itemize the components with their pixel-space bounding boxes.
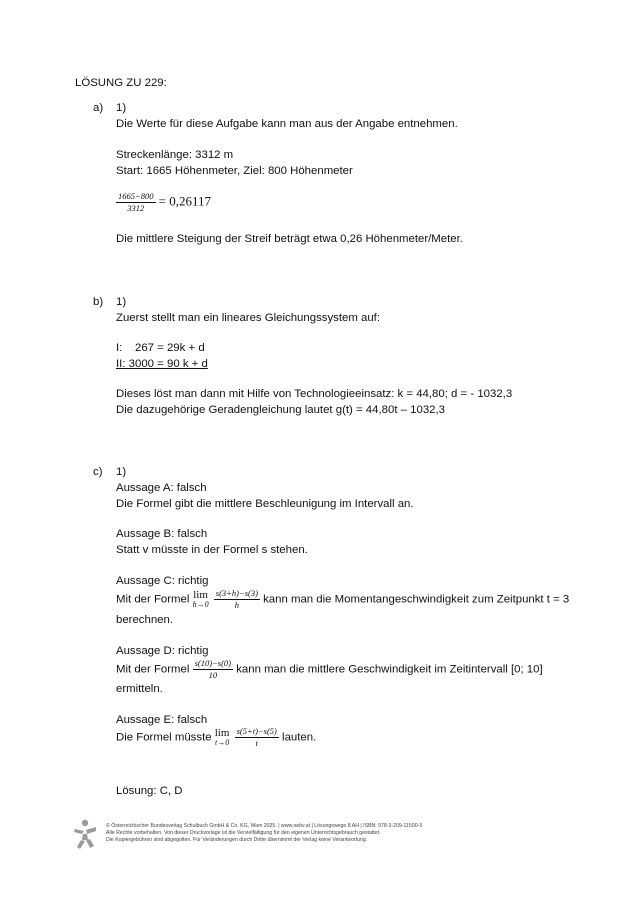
- part-a-fraction: [116, 192, 156, 213]
- limit-operator: [193, 590, 209, 609]
- fraction-numerator: s(5+t)−s(5): [236, 726, 277, 736]
- limit-label: lim: [193, 588, 208, 601]
- statement-d-formula-line: [116, 659, 543, 680]
- fraction-numerator: s(10)−s(0): [194, 658, 232, 668]
- statement-e-suffix: lauten.: [282, 731, 317, 744]
- average-rate-fraction: [193, 659, 233, 680]
- statement-a-text: Die Formel gibt die mittlere Beschleunigung im Intervall an.: [116, 498, 414, 510]
- part-a-label: a): [93, 102, 104, 114]
- part-b-label: b): [93, 296, 104, 308]
- part-a-number: 1): [116, 102, 127, 114]
- page-title: LÖSUNG ZU 229:: [75, 77, 167, 89]
- part-b-line-equation: Die dazugehörige Geradengleichung lautet g(t) = 44,80t – 1032,3: [116, 404, 445, 416]
- statement-d-heading: Aussage D: richtig: [116, 645, 209, 657]
- part-a-startziel: Start: 1665 Höhenmeter, Ziel: 800 Höhenmeter: [116, 165, 353, 177]
- statement-d-text-end: ermitteln.: [116, 683, 163, 695]
- statement-b-text: Statt v müsste in der Formel s stehen.: [116, 544, 308, 556]
- part-a-conclusion: Die mittlere Steigung der Streif beträgt etwa 0,26 Höhenmeter/Meter.: [116, 233, 463, 245]
- fraction-denominator: 3312: [127, 202, 145, 213]
- fraction-numerator: s(3+h)−s(3): [215, 588, 258, 598]
- part-a-length: Streckenlänge: 3312 m: [116, 149, 234, 161]
- statement-c-formula-line: [116, 589, 569, 610]
- fraction-result: = 0,26117: [158, 193, 212, 209]
- fraction-denominator: 10: [208, 669, 218, 680]
- footer-copyright: © Österreichischer Bundesverlag Schulbuch GmbH & Co. KG, Wien 2025. | www.oebv.at | Lösungswege 8 AH | ISBN: 978-3-209-11500-3: [106, 823, 423, 829]
- footer-rights: Alle Rechte vorbehalten. Von dieser Druckvorlage ist die Vervielfältigung für den eigenen Unterrichtsgebrauch gestattet.: [106, 830, 381, 836]
- part-b-intro: Zuerst stellt man ein lineares Gleichungssystem auf:: [116, 312, 380, 324]
- part-b-solve: Dieses löst man dann mit Hilfe von Technologieeinsatz: k = 44,80; d = - 1032,3: [116, 388, 513, 400]
- footer-disclaimer: Die Kopiergebühren sind abgegolten. Für Veränderungen durch Dritte übernimmt der Verlag keine Verantwortung.: [106, 837, 368, 843]
- statement-e-heading: Aussage E: falsch: [116, 714, 208, 726]
- limit-subscript: h→0: [192, 599, 209, 609]
- fraction-numerator: 1665−800: [118, 191, 154, 201]
- statement-c-prefix: Mit der Formel: [116, 593, 190, 606]
- statement-c-suffix: kann man die Momentangeschwindigkeit zum Zeitpunkt t = 3: [263, 593, 570, 606]
- statement-b-heading: Aussage B: falsch: [116, 528, 208, 540]
- statement-c-text-end: berechnen.: [116, 614, 173, 626]
- limit-operator: [215, 728, 230, 747]
- publisher-logo-icon: [72, 818, 98, 850]
- difference-quotient: [214, 589, 260, 610]
- fraction-denominator: t: [255, 737, 258, 748]
- statement-d-prefix: Mit der Formel: [116, 663, 190, 676]
- part-a-formula: [116, 192, 211, 213]
- part-c-label: c): [93, 466, 103, 478]
- part-c-number: 1): [116, 466, 127, 478]
- statement-a-heading: Aussage A: falsch: [116, 482, 207, 494]
- limit-subscript: t→0: [214, 737, 230, 747]
- limit-label: lim: [214, 726, 230, 739]
- statement-e-prefix: Die Formel müsste: [116, 731, 212, 744]
- part-a-intro: Die Werte für diese Aufgabe kann man aus der Angabe entnehmen.: [116, 118, 458, 130]
- fraction-denominator: h: [234, 599, 239, 610]
- statement-c-heading: Aussage C: richtig: [116, 575, 209, 587]
- final-solution: Lösung: C, D: [116, 785, 183, 797]
- statement-e-formula-line: [116, 727, 316, 748]
- equation-2: II: 3000 = 90 k + d: [116, 358, 208, 370]
- statement-d-suffix: kann man die mittlere Geschwindigkeit im Zeitintervall [0; 10]: [236, 663, 543, 676]
- part-b-number: 1): [116, 296, 127, 308]
- equation-1: I: 267 = 29k + d: [116, 342, 205, 354]
- difference-quotient: [235, 727, 279, 748]
